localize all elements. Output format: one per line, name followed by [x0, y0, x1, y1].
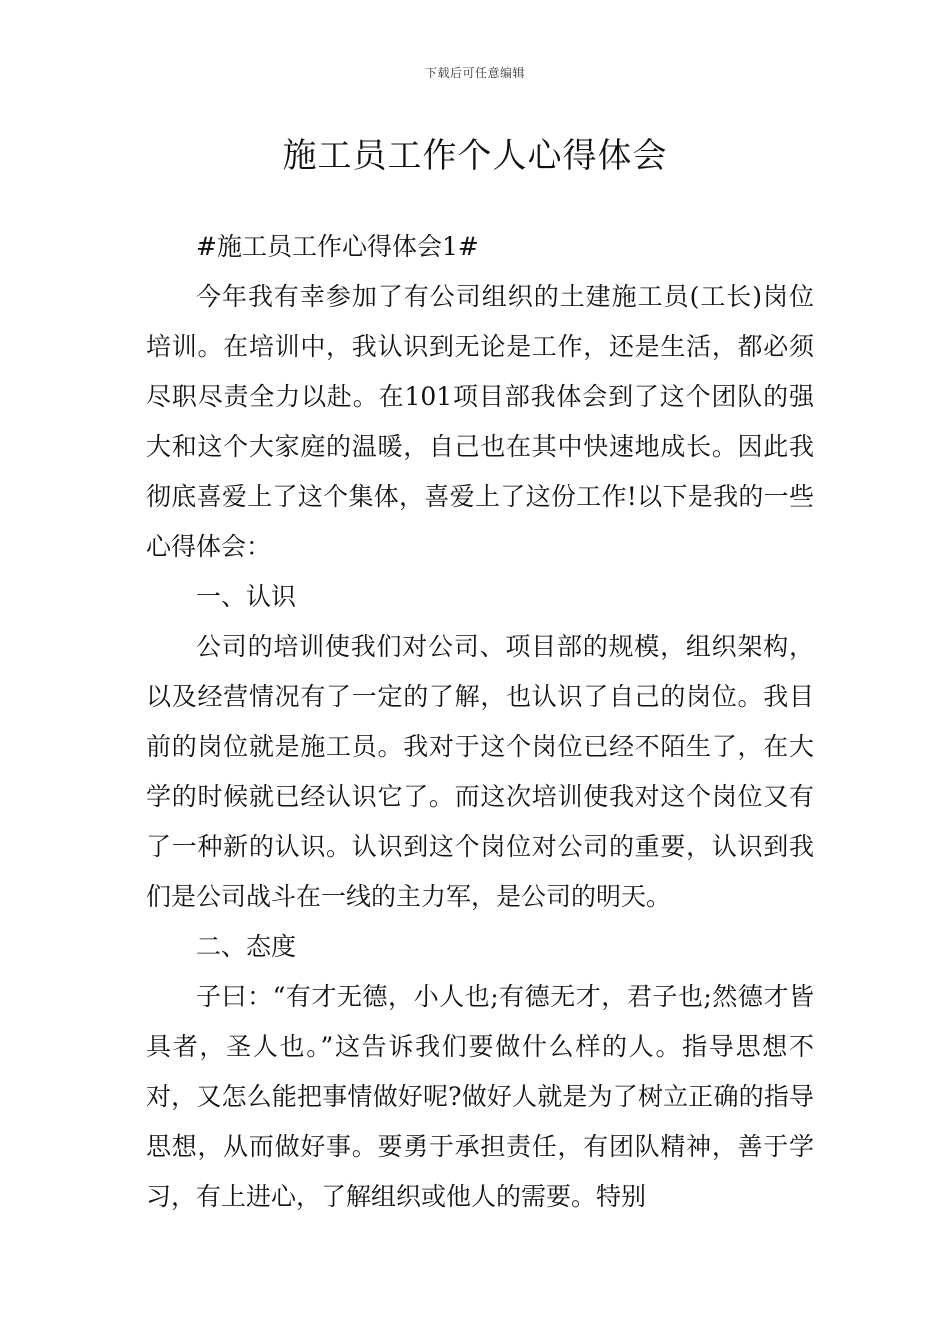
paragraph: 公司的培训使我们对公司、项目部的规模，组织架构，以及经营情况有了一定的了解，也认识了自己的岗位。我目前的岗位就是施工员。我对于这个岗位已经不陌生了，在大学的时候就已经认识它了。而这次培训使我对这个岗位又有了一种新的认识。认识到这个岗位对公司的重要，认识到我们是公司战斗在一线的主力军，是公司的明天。: [146, 632, 814, 911]
section-heading: 一、认识: [196, 582, 297, 611]
document-body: [146, 222, 814, 1222]
paragraph: 今年我有幸参加了有公司组织的土建施工员(工长)岗位培训。在培训中，我认识到无论是工作，还是生活，都必须尽职尽责全力以赴。在101项目部我体会到了这个团队的强大和这个大家庭的温暖，自己也在其中快速地成长。因此我彻底喜爱上了这个集体，喜爱上了这份工作!以下是我的一些心得体会：: [146, 282, 814, 561]
header-note: 下载后可任意编辑: [424, 66, 525, 80]
paragraph: 子曰：“有才无德，小人也;有德无才，君子也;然德才皆具者，圣人也。”这告诉我们要做什么样的人。指导思想不对，又怎么能把事情做好呢?做好人就是为了树立正确的指导思想，从而做好事。要勇于承担责任，有团队精神，善于学习，有上进心，了解组织或他人的需要。特别: [146, 982, 814, 1211]
document-title: 施工员工作个人心得体会: [282, 136, 668, 176]
section-heading: #施工员工作心得体会1#: [196, 232, 479, 261]
section-heading: 二、态度: [196, 932, 297, 961]
